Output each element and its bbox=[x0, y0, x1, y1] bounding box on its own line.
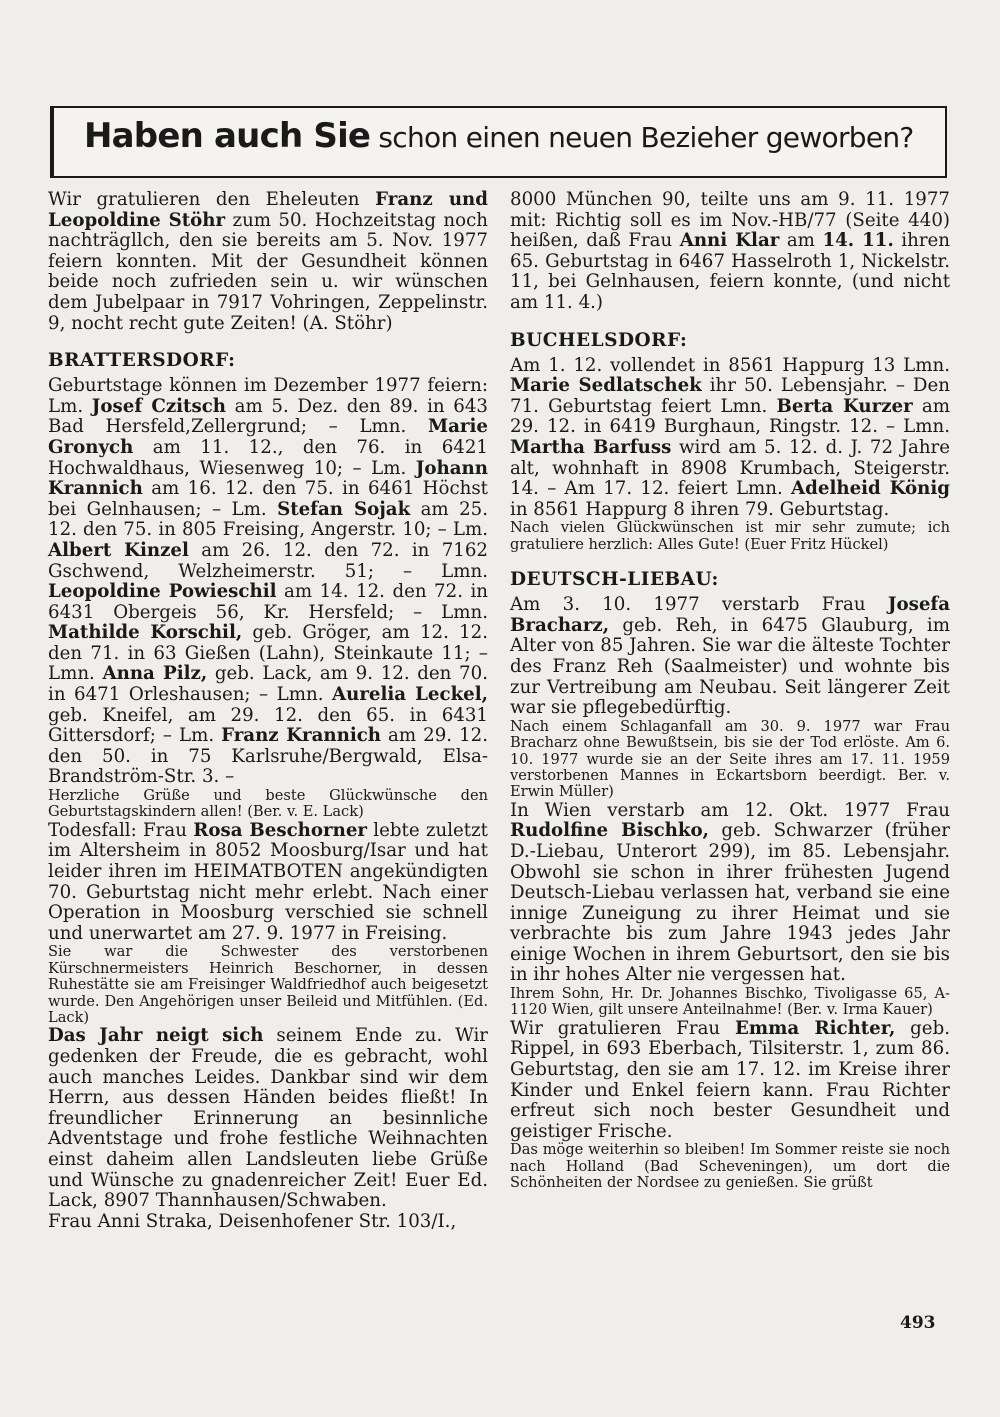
left-paragraph-1: Wir gratulieren den Eheleuten Franz und Leopoldine Stöhr zum 50. Hochzeitstag noch nachträgllch, den sie bereits am 5. Nov. 1977 feiern konnten. Mit der Gesundheit können beide noch zufrieden sein u. wir wünschen dem Jubelpaar in 7917 Vohringen, Zeppelinstr. 9, nocht recht gute Zeiten! (A. Stöhr) bbox=[48, 189, 488, 334]
banner-rest-text: schon einen neuen Bezieher geworben? bbox=[370, 121, 914, 154]
right-paragraph-3: Nach vielen Glückwünschen ist mir sehr zumute; ich gratuliere herzlich: Alles Gute! (Euer Fritz Hückel) bbox=[510, 519, 950, 553]
right-paragraph-7: Ihrem Sohn, Hr. Dr. Johannes Bischko, Tivoligasse 65, A-1120 Wien, gilt unsere Anteilnahme! (Ber. v. Irma Kauer) bbox=[510, 985, 950, 1019]
subscriber-banner bbox=[50, 106, 947, 178]
left-paragraph-7: Frau Anni Straka, Deisenhofener Str. 103/I., bbox=[48, 1210, 457, 1232]
bold-name: Martha Barfuss bbox=[510, 436, 672, 458]
heading-brattersdorf: BRATTERSDORF: bbox=[48, 350, 236, 372]
right-column bbox=[510, 190, 950, 1192]
bold-name: Emma Richter, bbox=[734, 1017, 896, 1039]
bold-name: Leopoldine Powieschil bbox=[48, 581, 277, 603]
right-paragraph-1: 8000 München 90, teilte uns am 9. 11. 1977 mit: Richtig soll es im Nov.-HB/77 (Seite 440) heißen, daß Frau Anni Klar am 14. 11. ihren 65. Geburtstag in 6467 Hasselroth 1, Nickelstr. 11, bei Gelnhausen, feiern konnte, (und nicht am 11. 4.) bbox=[510, 189, 950, 313]
bold-name: Anni Klar bbox=[679, 230, 780, 252]
bold-name: Franz Krannich bbox=[221, 725, 382, 747]
bold-name: Franz und Leopoldine Stöhr bbox=[48, 189, 488, 231]
heading-buchelsdorf: BUCHELSDORF: bbox=[510, 329, 688, 351]
bold-name: Marie Gronych bbox=[48, 416, 488, 458]
right-paragraph-5: Nach einem Schlaganfall am 30. 9. 1977 war Frau Bracharz ohne Bewußtsein, bis sie der Tod erlöste. Am 6. 10. 1977 wurde sie an der Seite ihres am 17. 11. 1959 verstorbenen Mannes in Eckartsborn beerdigt. Ber. v. Erwin Müller) bbox=[510, 717, 950, 801]
right-paragraph-2: Am 1. 12. vollendet in 8561 Happurg 13 Lmn. Marie Sedlatschek ihr 50. Lebensjahr. – Den 71. Geburtstag feiert Lmn. Berta Kurzer am 29. 12. in 6419 Burghaun, Ringstr. 12. – Lmn. Martha Barfuss wird am 5. 12. d. J. 72 Jahre alt, wohnhaft in 8908 Krumbach, Steigerstr. 14. – Am 17. 12. feiert Lmn. Adelheid König in 8561 Happurg 8 ihren 79. Geburtstag. bbox=[510, 354, 950, 520]
bold-name: Josef Czitsch bbox=[91, 395, 226, 417]
left-column bbox=[48, 190, 488, 1232]
bold-name: Mathilde Korschil, bbox=[48, 622, 243, 644]
bold-name: Stefan Sojak bbox=[277, 498, 411, 520]
left-paragraph-5: Sie war die Schwester des verstorbenen Kürschnermeisters Heinrich Beschorner, in dessen Ruhestätte sie am Freisinger Waldfriedhof auch beigesetzt wurde. Den Angehörigen unser Beileid und Mitfühlen. (Ed. Lack) bbox=[48, 943, 488, 1027]
bold-name: Aurelia Leckel, bbox=[331, 684, 488, 706]
bold-name: Anna Pilz, bbox=[102, 663, 208, 685]
bold-name: Adelheid König bbox=[791, 478, 950, 500]
page-number: 493 bbox=[900, 1313, 936, 1333]
banner-headline bbox=[84, 116, 914, 156]
right-paragraph-4: Am 3. 10. 1977 verstarb Frau Josefa Bracharz, geb. Reh, in 6475 Glauburg, im Alter von 85 Jahren. Sie war die älteste Tochter des Franz Reh (Saalmeister) und wohnte bis zur Vertreibung am Neubau. Seit längerer Zeit war sie pflegebedürftig. bbox=[510, 594, 950, 719]
right-paragraph-6: In Wien verstarb am 12. Okt. 1977 Frau Rudolfine Bischko, geb. Schwarzer (früher D.-Liebau, Unterort 299), im 85. Lebensjahr. Obwohl sie schon in ihrer frühesten Jugend Deutsch-Liebau verlassen hat, verband sie eine innige Zuneigung zu ihrer Heimat und sie verbrachte bis zum Jahre 1943 jedes Jahr einige Wochen in ihrem Geburtsort, den sie bis in ihr hohes Alter nie vergessen hat. bbox=[510, 799, 951, 986]
bold-name: Rudolfine Bischko, bbox=[510, 820, 709, 842]
bold-name: Josefa Bracharz, bbox=[510, 594, 950, 636]
bold-name: Marie Sedlatschek bbox=[510, 375, 702, 397]
left-paragraph-3: Herzliche Grüße und beste Glückwünsche den Geburtstagskindern allen! (Ber. v. E. Lack) bbox=[48, 787, 488, 821]
right-paragraph-9: Das möge weiterhin so bleiben! Im Sommer reiste sie noch nach Holland (Bad Scheveningen), um dort die Schönheiten der Nordsee zu genießen. Sie grüßt bbox=[510, 1141, 950, 1192]
bold-name: 14. 11. bbox=[822, 230, 894, 252]
left-paragraph-6: Das Jahr neigt sich seinem Ende zu. Wir gedenken der Freude, die es gebracht, wohl auch manches Leides. Dankbar sind wir dem Herrn, aus dessen Händen beides fließt! In freundlicher Erinnerung an besinnliche Adventstage und frohe festliche Weihnachten einst daheim allen Landsleuten liebe Grüße und Wünsche zu gnadenreicher Zeit! Euer Ed. Lack, 8907 Thannhausen/Schwaben. bbox=[48, 1025, 488, 1212]
left-paragraph-2: Geburtstage können im Dezember 1977 feiern: Lm. Josef Czitsch am 5. Dez. den 89. in 643 Bad Hersfeld,Zellergrund; – Lmn. Marie Gronych am 11. 12., den 76. in 6421 Hochwaldhaus, Wiesenweg 10; – Lm. Johann Krannich am 16. 12. den 75. in 6461 Höchst bei Gelnhausen; – Lm. Stefan Sojak am 25. 12. den 75. in 805 Freising, Angerstr. 10; – Lm. Albert Kinzel am 26. 12. den 72. in 7162 Gschwend, Welzheimerstr. 51; – Lmn. Leopoldine Powieschil am 14. 12. den 72. in 6431 Obergeis 56, Kr. Hersfeld; – Lmn. Mathilde Korschil, geb. Gröger, am 12. 12. den 71. in 63 Gießen (Lahn), Steinkaute 11; – Lmn. Anna Pilz, geb. Lack, am 9. 12. den 70. in 6471 Orleshausen; – Lmn. Aurelia Leckel, geb. Kneifel, am 29. 12. den 65. in 6431 Gittersdorf; – Lm. Franz Krannich am 29. 12. den 50. in 75 Karlsruhe/Bergwald, Elsa-Brandström-Str. 3. – bbox=[48, 375, 489, 788]
right-paragraph-8: Wir gratulieren Frau Emma Richter, geb. Rippel, in 693 Eberbach, Tilsiterstr. 1, zum 86. Geburtstag, den sie am 17. 12. im Kreise ihrer Kinder und Enkel feiern kann. Frau Richter erfreut sich noch bester Gesundheit und geistiger Frische. bbox=[510, 1017, 950, 1142]
bold-name: Berta Kurzer bbox=[776, 395, 913, 417]
bold-name: Rosa Beschorner bbox=[193, 819, 367, 841]
bold-name: Johann Krannich bbox=[48, 457, 488, 500]
bold-name: Albert Kinzel bbox=[48, 539, 189, 561]
bold-name: Das Jahr neigt sich bbox=[48, 1025, 264, 1047]
banner-bold-text: Haben auch Sie bbox=[84, 116, 371, 156]
left-paragraph-4: Todesfall: Frau Rosa Beschorner lebte zuletzt im Altersheim in 8052 Moosburg/Isar und hat leider ihren im HEIMATBOTEN angekündigten 70. Geburtstag nicht mehr erlebt. Nach einer Operation in Moosburg verschied sie schnell und unerwartet am 27. 9. 1977 in Freising. bbox=[48, 819, 488, 944]
heading-deutsch-liebau: DEUTSCH-LIEBAU: bbox=[510, 569, 719, 591]
